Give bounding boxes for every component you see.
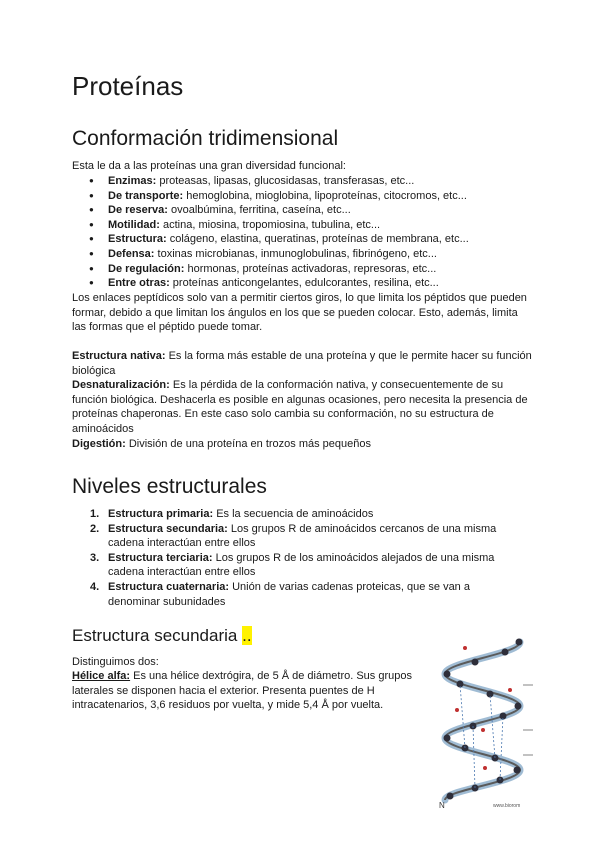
secundaria-heading-text: Estructura secundaria: [72, 626, 238, 645]
native-structure-definition: [72, 349, 532, 378]
section-heading-secundaria: [72, 625, 252, 647]
peptide-paragraph: Los enlaces peptídicos solo van a permitir ciertos giros, lo que limita los péptidos que pueden formar, debido a que limitan los ángulos en los que se pueden colocar. Esto, además, limita las formas que el péptido puede tomar.: [72, 292, 527, 334]
function-list-item: [72, 218, 532, 233]
function-list-item: [72, 262, 532, 277]
function-list-item: [72, 203, 532, 218]
function-list-item: [72, 174, 532, 189]
page-title: Proteínas: [72, 71, 184, 101]
function-label: Defensa:: [108, 247, 155, 260]
denaturation-definition: [72, 378, 532, 436]
alpha-helix-definition: [72, 669, 417, 713]
level-description: Unión de varias cadenas proteicas, que se van a denominar subunidades: [108, 580, 470, 608]
structural-level-item: [72, 522, 512, 551]
highlight-mark: ..: [242, 626, 252, 645]
level-number: 4.: [90, 580, 100, 593]
digest-label: Digestión:: [72, 438, 126, 450]
function-examples: toxinas microbianas, inmunoglobulinas, fibrinógeno, etc...: [154, 247, 437, 260]
level-description: Los grupos R de aminoácidos cercanos de una misma cadena interactúan entre ellos: [108, 522, 497, 550]
function-label: De reserva:: [108, 204, 168, 217]
alpha-helix-figure: [425, 630, 540, 810]
structural-levels-list: [72, 507, 512, 609]
function-list-item: [72, 247, 532, 262]
intro-text: Esta le da a las proteínas una gran diversidad funcional:: [72, 160, 346, 172]
function-examples: proteínas anticongelantes, edulcorantes, resilina, etc...: [169, 277, 439, 290]
alpha-helix-text: Es una hélice dextrógira, de 5 Å de diámetro. Sus grupos laterales se disponen hacia el exterior. Presenta puentes de H intracatenarios, 3,6 residuos por vuelta, y mide 5,4 Å por vuelta.: [72, 670, 412, 712]
function-label: De regulación:: [108, 262, 185, 275]
denat-label: Desnaturalización:: [72, 379, 170, 391]
function-examples: hemoglobina, mioglobina, lipoproteínas, citocromos, etc...: [183, 189, 467, 202]
section-heading-niveles: Niveles estructurales: [72, 475, 267, 498]
denat-text: Es la pérdida de la conformación nativa, y consecuentemente de su función biológica. Deshacerla es posible en algunas ocasiones, pero necesita la presencia de proteínas chaperonas. En este caso solo cambia su conformación, no su estructura de aminoácidos: [72, 379, 528, 435]
figure-credit: www.biorom: [493, 803, 521, 809]
structural-level-item: [72, 551, 512, 580]
function-label: Entre otras:: [108, 277, 170, 290]
function-examples: proteasas, lipasas, glucosidasas, transferasas, etc...: [156, 175, 415, 187]
function-examples: actina, miosina, tropomiosina, tubulina, etc...: [159, 218, 381, 231]
function-label: Motilidad:: [108, 218, 160, 231]
section-heading-conformacion: Conformación tridimensional: [72, 127, 339, 150]
function-label: Estructura:: [108, 233, 167, 246]
distinguimos-text: Distinguimos dos:: [72, 656, 159, 668]
level-description: Los grupos R de los aminoácidos alejados de una misma cadena interactúan entre ellos: [108, 551, 495, 579]
structural-level-item: [72, 580, 512, 609]
level-description: Es la secuencia de aminoácidos: [213, 508, 374, 520]
digestion-definition: [72, 437, 532, 452]
figure-label-n: N: [439, 801, 445, 810]
level-label: Estructura cuaternaria:: [108, 580, 230, 593]
level-label: Estructura terciaria:: [108, 551, 213, 564]
level-number: 2.: [90, 522, 100, 535]
alpha-helix-label: Hélice alfa:: [72, 670, 131, 682]
level-number: 3.: [90, 551, 100, 564]
function-list-item: [72, 189, 532, 204]
function-label: Enzimas:: [108, 175, 157, 187]
level-label: Estructura secundaria:: [108, 522, 228, 535]
structural-level-item: [72, 507, 512, 522]
function-examples: ovoalbúmina, ferritina, caseína, etc...: [167, 204, 351, 217]
native-text: Es la forma más estable de una proteína y que le permite hacer su función biológica: [72, 350, 532, 377]
native-label: Estructura nativa:: [72, 350, 166, 362]
function-label: De transporte:: [108, 189, 184, 202]
function-examples: colágeno, elastina, queratinas, proteínas de membrana, etc...: [166, 233, 469, 246]
function-list-item: [72, 276, 532, 291]
function-list: [72, 174, 532, 291]
function-examples: hormonas, proteínas activadoras, represoras, etc...: [184, 262, 437, 275]
digest-text: División de una proteína en trozos más pequeños: [125, 438, 371, 450]
level-number: 1.: [90, 508, 100, 520]
function-list-item: [72, 232, 532, 247]
level-label: Estructura primaria:: [108, 508, 214, 520]
